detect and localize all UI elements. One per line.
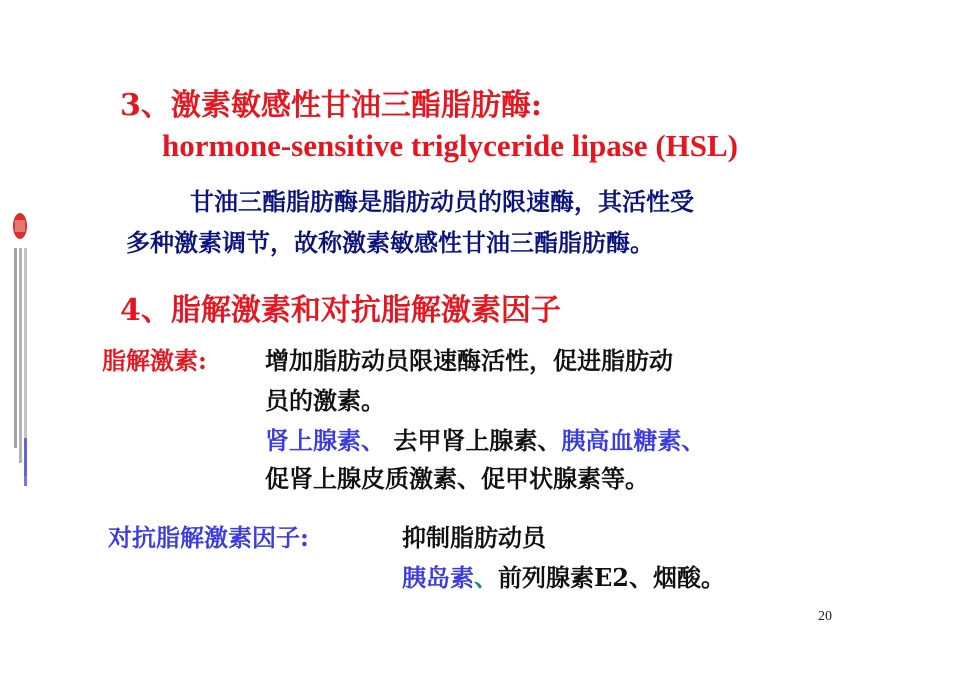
lipolytic-line-1: 增加脂肪动员限速酶活性，促进脂肪动	[265, 346, 673, 375]
watermark-logo-icon	[12, 212, 28, 240]
paragraph-line-1: 甘油三酯脂肪酶是脂肪动员的限速酶，其活性受	[190, 187, 694, 216]
heading-3-english: hormone-sensitive triglyceride lipase (HSL)	[162, 128, 738, 163]
prostaglandin-niacin-text: 前列腺素E2、烟酸。	[498, 563, 725, 592]
lipolytic-label: 脂解激素:	[102, 346, 207, 375]
page-number: 20	[818, 609, 832, 624]
antilipolytic-line-2	[402, 558, 725, 593]
antilipolytic-line-1: 抑制脂肪动员	[402, 523, 546, 552]
glucagon-text: 胰高血糖素、	[561, 426, 706, 455]
watermark-text-graphic-icon	[13, 248, 29, 488]
lipolytic-line-4: 促肾上腺皮质激素、促甲状腺素等。	[265, 464, 649, 493]
paragraph-line-2: 多种激素调节，故称激素敏感性甘油三酯脂肪酶。	[126, 228, 654, 257]
lipolytic-line-3	[265, 421, 705, 456]
adrenaline-text: 肾上腺素、	[265, 426, 385, 455]
heading-3: 3、激素敏感性甘油三酯脂肪酶:	[120, 88, 542, 123]
lipolytic-line-2: 员的激素。	[265, 386, 385, 415]
antilipolytic-label: 对抗脂解激素因子:	[108, 523, 309, 552]
separator-text: 、	[474, 563, 498, 592]
noradrenaline-text: 去甲肾上腺素、	[385, 426, 562, 455]
watermark-strip	[12, 212, 30, 490]
heading-4: 4、脂解激素和对抗脂解激素因子	[120, 293, 561, 328]
insulin-text: 胰岛素	[402, 563, 474, 592]
